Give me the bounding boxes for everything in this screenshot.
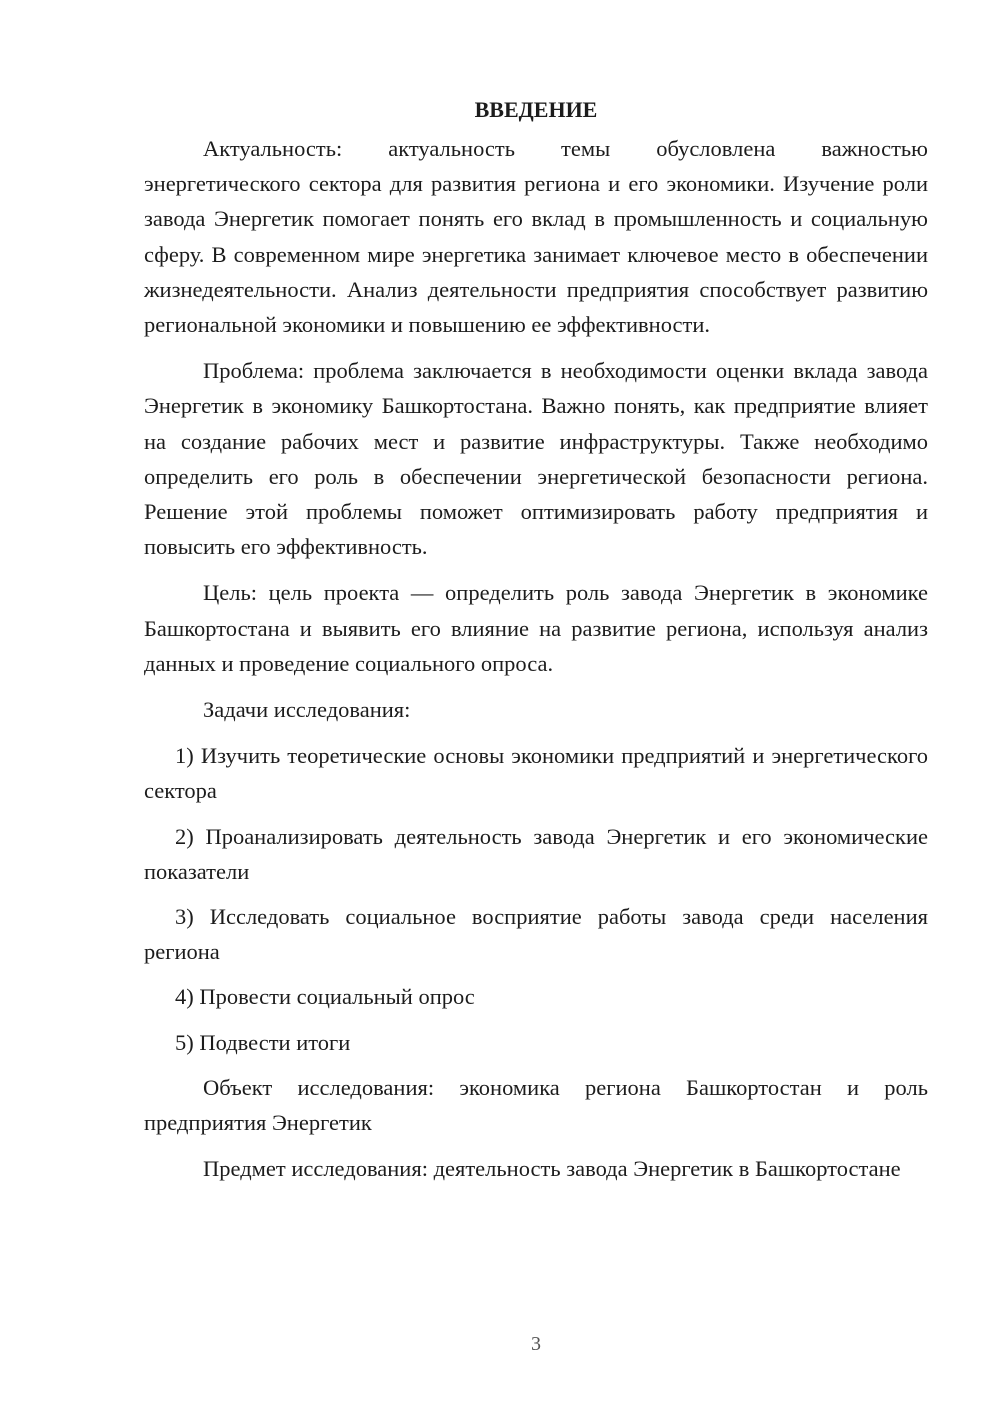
problem-paragraph: Проблема: проблема заключается в необходимости оценки вклада завода Энергетик в экономику Башкортостана. Важно понять, как предприятие влияет на создание рабочих мест и развитие инфраструктуры. Также необходимо определить его роль в обеспечении энергетической безопасности региона. Решение этой проблемы поможет оптимизировать работу предприятия и повысить его эффективность.: [144, 358, 928, 560]
task-item-3: 3) Исследовать социальное восприятие работы завода среди населения региона: [144, 904, 928, 965]
subject-paragraph: Предмет исследования: деятельность завода Энергетик в Башкортостане: [203, 1156, 901, 1182]
page-title: ВВЕДЕНИЕ: [474, 97, 598, 122]
goal-paragraph: Цель: цель проекта — определить роль завода Энергетик в экономике Башкортостана и выявить его влияние на развитие региона, используя анализ данных и проведение социального опроса.: [144, 580, 928, 676]
task-item-1: 1) Изучить теоретические основы экономики предприятий и энергетического сектора: [144, 743, 928, 804]
page-number: 3: [531, 1333, 541, 1355]
document-page: [144, 92, 928, 1197]
object-paragraph: Объект исследования: экономика региона Башкортостан и роль предприятия Энергетик: [144, 1074, 928, 1136]
task-item-4: 4) Провести социальный опрос: [175, 984, 475, 1010]
tasks-heading: Задачи исследования:: [203, 697, 411, 723]
task-item-5: 5) Подвести итоги: [175, 1029, 351, 1055]
relevance-paragraph: Актуальность: актуальность темы обусловлена важностью энергетического сектора для развития региона и его экономики. Изучение роли завода Энергетик помогает понять его вклад в промышленность и социальную сферу. В современном мире энергетика занимает ключевое место в обеспечении жизнедеятельности. Анализ деятельности предприятия способствует развитию региональной экономики и повышению ее эффективности.: [144, 136, 928, 338]
task-item-2: 2) Проанализировать деятельность завода Энергетик и его экономические показатели: [144, 823, 928, 884]
